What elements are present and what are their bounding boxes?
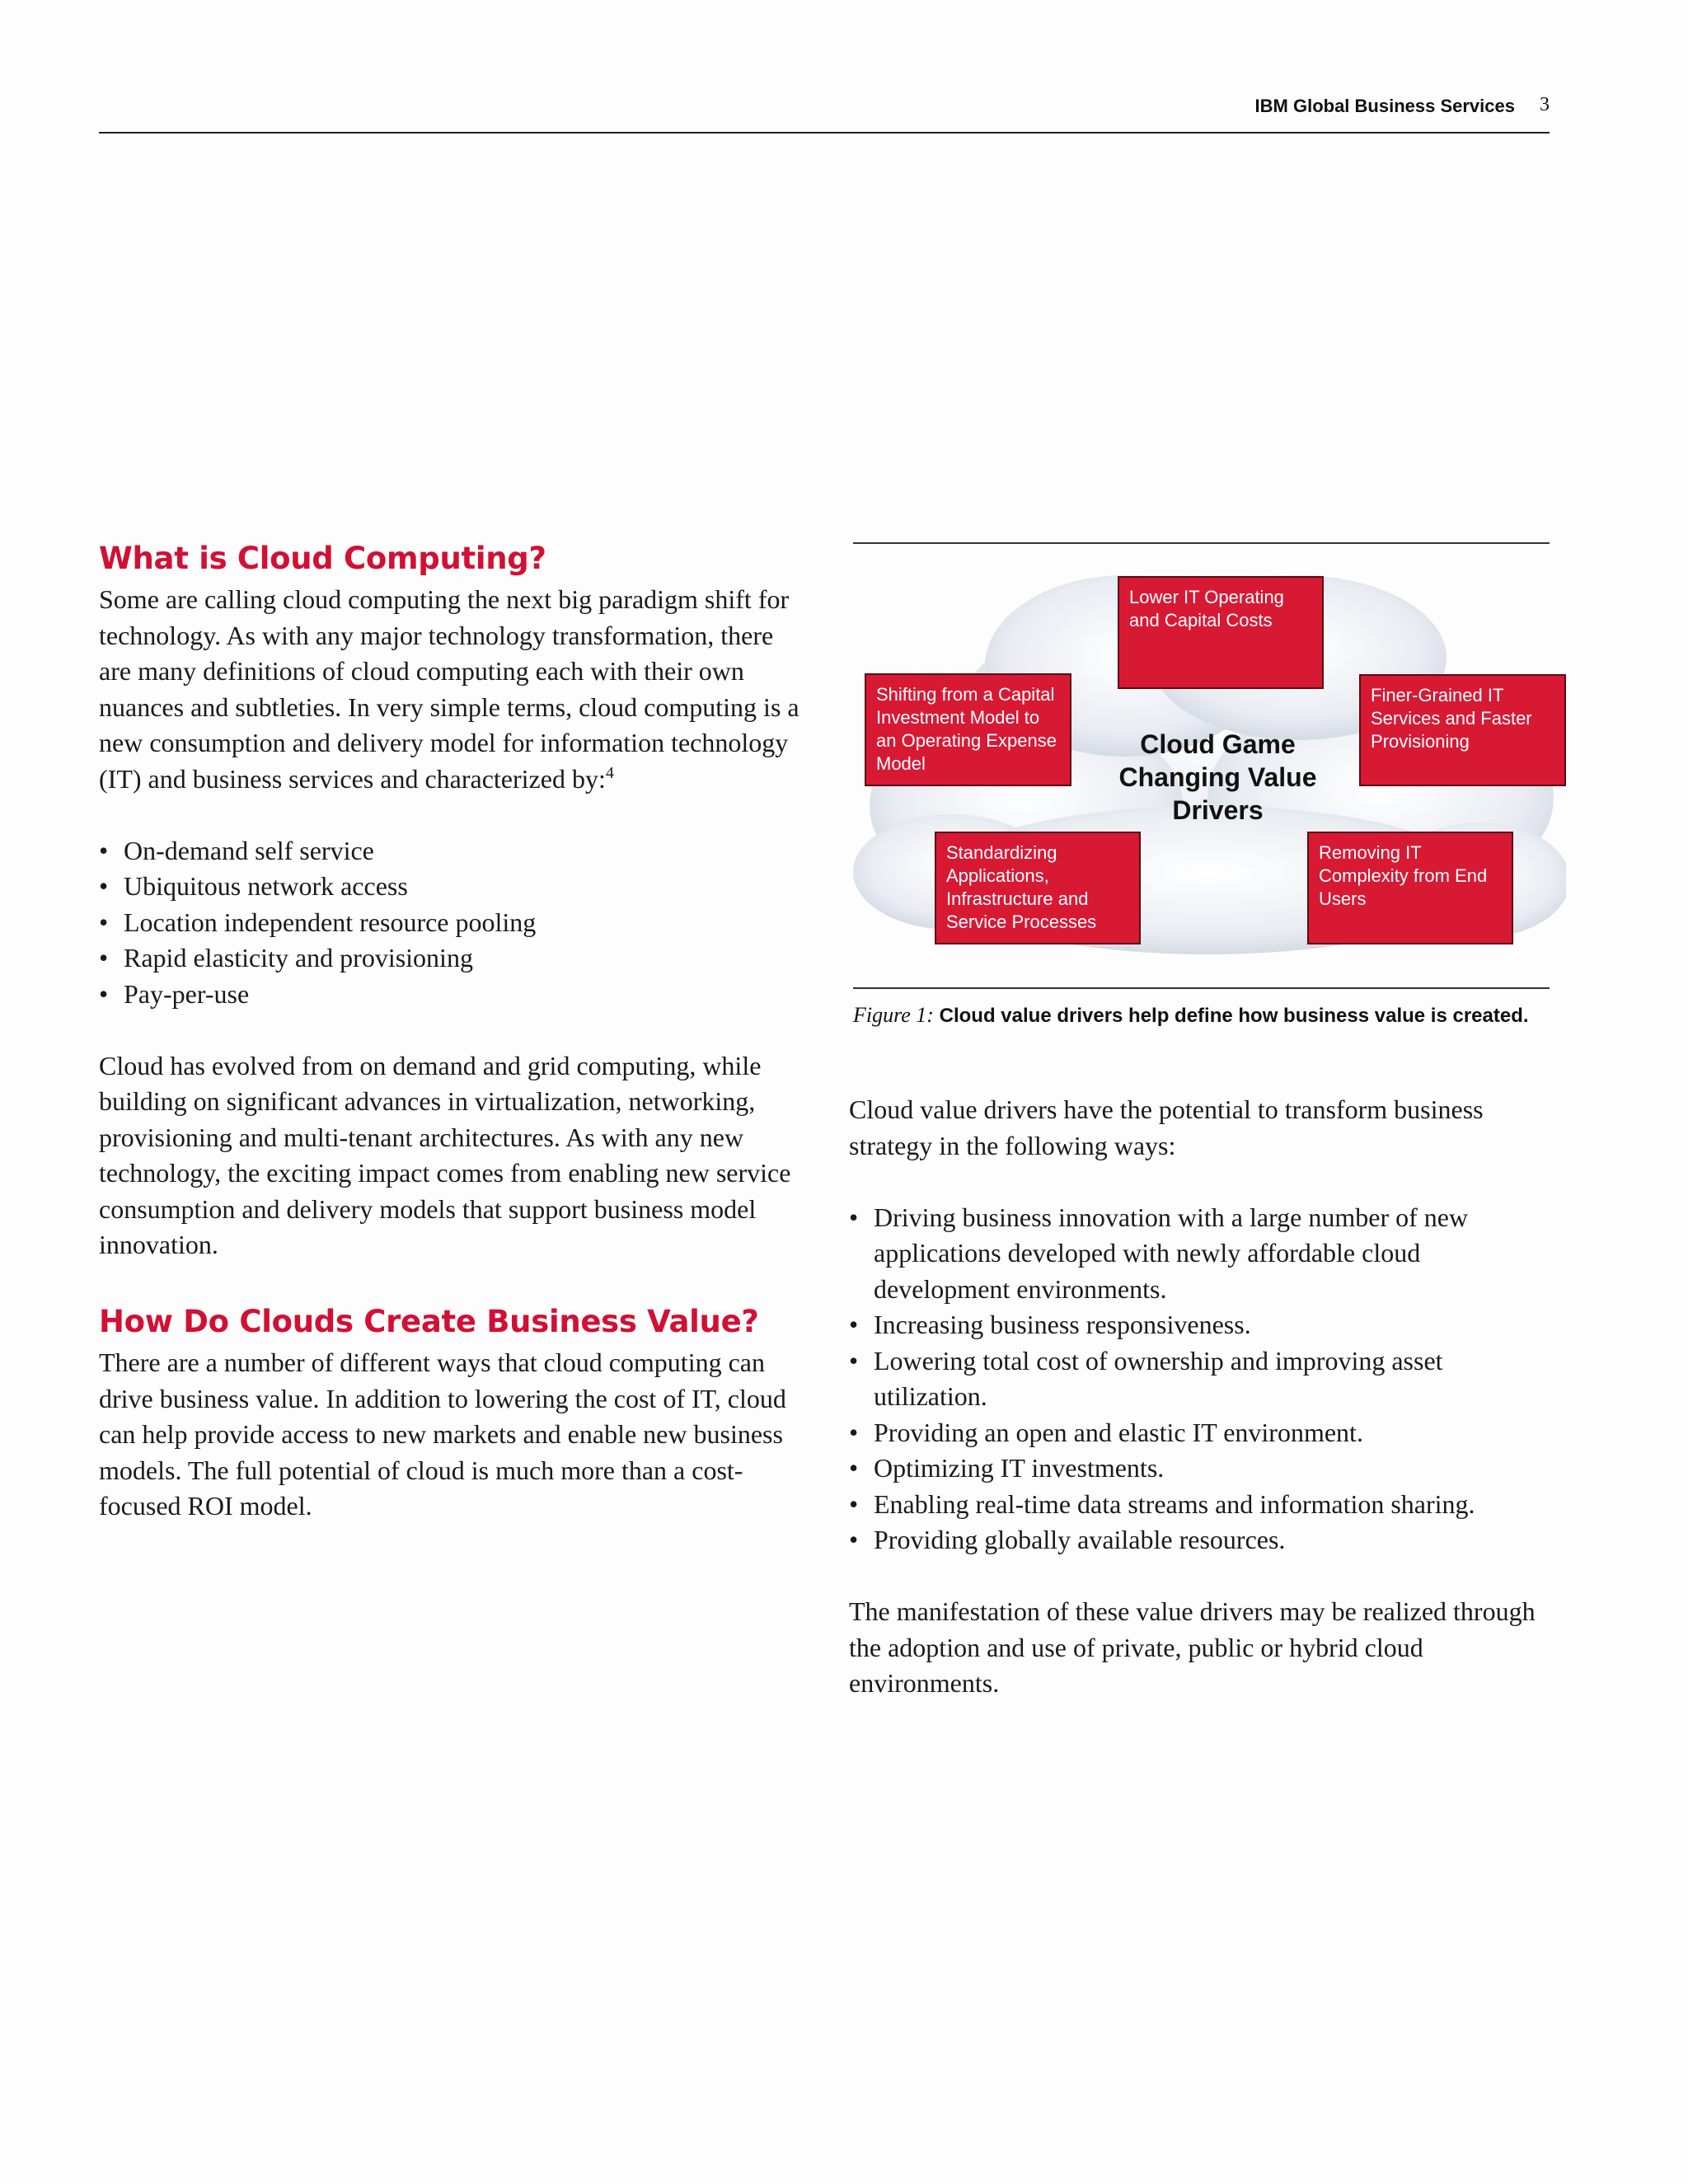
section-heading-business-value: How Do Clouds Create Business Value? bbox=[99, 1304, 759, 1339]
list-item: • Pay-per-use bbox=[99, 977, 808, 1013]
figure-caption-label: Figure 1: bbox=[853, 1003, 934, 1027]
figure-top-rule bbox=[853, 542, 1550, 544]
intro-paragraph bbox=[99, 582, 808, 797]
list-item: • Location independent resource pooling bbox=[99, 905, 808, 941]
list-item: • Ubiquitous network access bbox=[99, 869, 808, 905]
closing-paragraph: The manifestation of these value drivers may be realized through the adoption and use of private, public or hybrid cloud environments. bbox=[849, 1596, 1536, 1698]
section-heading-what-is-cloud: What is Cloud Computing? bbox=[99, 541, 546, 576]
list-item: • Driving business innovation with a large number of new applications developed with newly affordable cloud development environments. bbox=[849, 1200, 1558, 1308]
evolution-paragraph: Cloud has evolved from on demand and grid computing, while building on significant advances in virtualization, networking, provisioning and multi-tenant architectures. As with any new technology, the exciting impact comes from enabling new service consumption and delivery models that support business model innovation. bbox=[99, 1050, 791, 1259]
bullet-icon: • bbox=[99, 835, 109, 865]
driver-box-capital-shift: Shifting from a Capital Investment Model to an Operating Expense Model bbox=[865, 673, 1071, 786]
list-item: • Optimizing IT investments. bbox=[849, 1451, 1558, 1487]
bullet-icon: • bbox=[849, 1453, 859, 1483]
bullet-icon: • bbox=[99, 943, 109, 972]
bullet-icon: • bbox=[99, 907, 109, 937]
list-item: • Providing globally available resources. bbox=[849, 1522, 1558, 1558]
list-item: • Lowering total cost of ownership and improving asset utilization. bbox=[849, 1343, 1558, 1415]
list-item: • Increasing business responsiveness. bbox=[849, 1307, 1558, 1343]
bullet-icon: • bbox=[849, 1202, 859, 1232]
bullet-icon: • bbox=[99, 871, 109, 901]
footnote-ref: 4 bbox=[605, 763, 614, 782]
right-column bbox=[849, 1092, 1558, 1737]
list-item: • Providing an open and elastic IT environment. bbox=[849, 1415, 1558, 1451]
page-header bbox=[99, 92, 1550, 134]
left-column bbox=[99, 536, 808, 1560]
figure-bottom-rule bbox=[853, 987, 1550, 989]
bullet-icon: • bbox=[99, 978, 109, 1009]
page-number: 3 bbox=[1540, 94, 1550, 115]
driver-box-finer-grained: Finer-Grained IT Services and Faster Provisioning bbox=[1359, 674, 1566, 786]
figure-center-title: Cloud Game Changing Value Drivers bbox=[1118, 729, 1317, 825]
bullet-icon: • bbox=[849, 1310, 859, 1339]
bullet-icon: • bbox=[849, 1345, 859, 1376]
transform-list bbox=[849, 1200, 1558, 1558]
list-item: • Rapid elasticity and provisioning bbox=[99, 940, 808, 977]
driver-box-removing-complexity: Removing IT Complexity from End Users bbox=[1307, 832, 1513, 944]
characteristics-list bbox=[99, 833, 808, 1013]
figure-caption bbox=[853, 1002, 1550, 1029]
driver-box-lower-costs: Lower IT Operating and Capital Costs bbox=[1118, 576, 1324, 689]
drivers-intro-paragraph: Cloud value drivers have the potential to transform business strategy in the following ways: bbox=[849, 1094, 1484, 1160]
bullet-icon: • bbox=[849, 1417, 859, 1447]
business-value-paragraph: There are a number of different ways that cloud computing can drive business value. In addition to lowering the cost of IT, cloud can help provide access to new markets and enable new business models. The full potential of cloud is much more than a cost-focused ROI model. bbox=[99, 1347, 786, 1521]
driver-box-standardizing: Standardizing Applications, Infrastructure and Service Processes bbox=[935, 832, 1141, 944]
list-item: • On-demand self service bbox=[99, 833, 808, 869]
header-title: IBM Global Business Services bbox=[1254, 96, 1515, 116]
bullet-icon: • bbox=[849, 1488, 859, 1519]
list-item: • Enabling real-time data streams and information sharing. bbox=[849, 1487, 1558, 1523]
bullet-icon: • bbox=[849, 1525, 859, 1554]
intro-text: Some are calling cloud computing the next big paradigm shift for technology. As with any major technology transformation, there are many definitions of cloud computing each with their own nuances and subtleties. In very simple terms, cloud computing is a new consumption and delivery model for information technology (IT) and business services and characterized by: bbox=[99, 584, 799, 794]
figure-caption-text: Cloud value drivers help define how business value is created. bbox=[939, 1005, 1529, 1027]
